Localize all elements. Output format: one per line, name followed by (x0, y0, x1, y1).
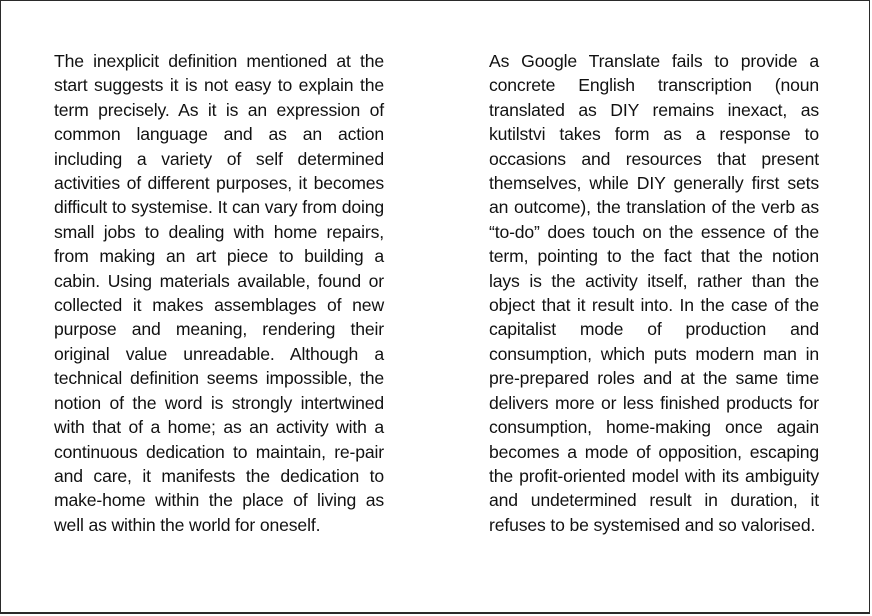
paragraph-left: The inexplicit definition mentioned at the start suggests it is not easy to explain the term precisely. As it is an expression of common language and as an action including a variety of self determined activities of different purposes, it becomes difficult to systemise. It can vary from doing small jobs to dealing with home repairs, from making an art piece to building a cabin. Using materials available, found or collected it makes assemblages of new purpose and meaning, rendering their original value unreadable. Although a technical definition seems impossible, the notion of the word is strongly intertwined with that of a home; as an activity with a continuous dedication to maintain, re-pair and care, it manifests the dedication to make-home within the place of living as well as within the world for oneself. (54, 51, 384, 535)
text-column-right (489, 49, 819, 537)
text-column-left (54, 49, 384, 537)
paragraph-right: As Google Translate fails to provide a concrete English transcription (noun translated as DIY remains inexact, as kutilstvi takes form as a response to occasions and resources that present themselves, while DIY generally first sets an outcome), the translation of the verb as “to-do” does touch on the essence of the term, pointing to the fact that the notion lays is the activity itself, rather than the object that it result into. In the case of the capitalist mode of production and consumption, which puts modern man in pre-prepared roles and at the same time delivers more or less finished products for consumption, home-making once again becomes a mode of opposition, escaping the profit-oriented model with its ambiguity and undetermined result in duration, it refuses to be systemised and so valorised. (489, 51, 819, 535)
